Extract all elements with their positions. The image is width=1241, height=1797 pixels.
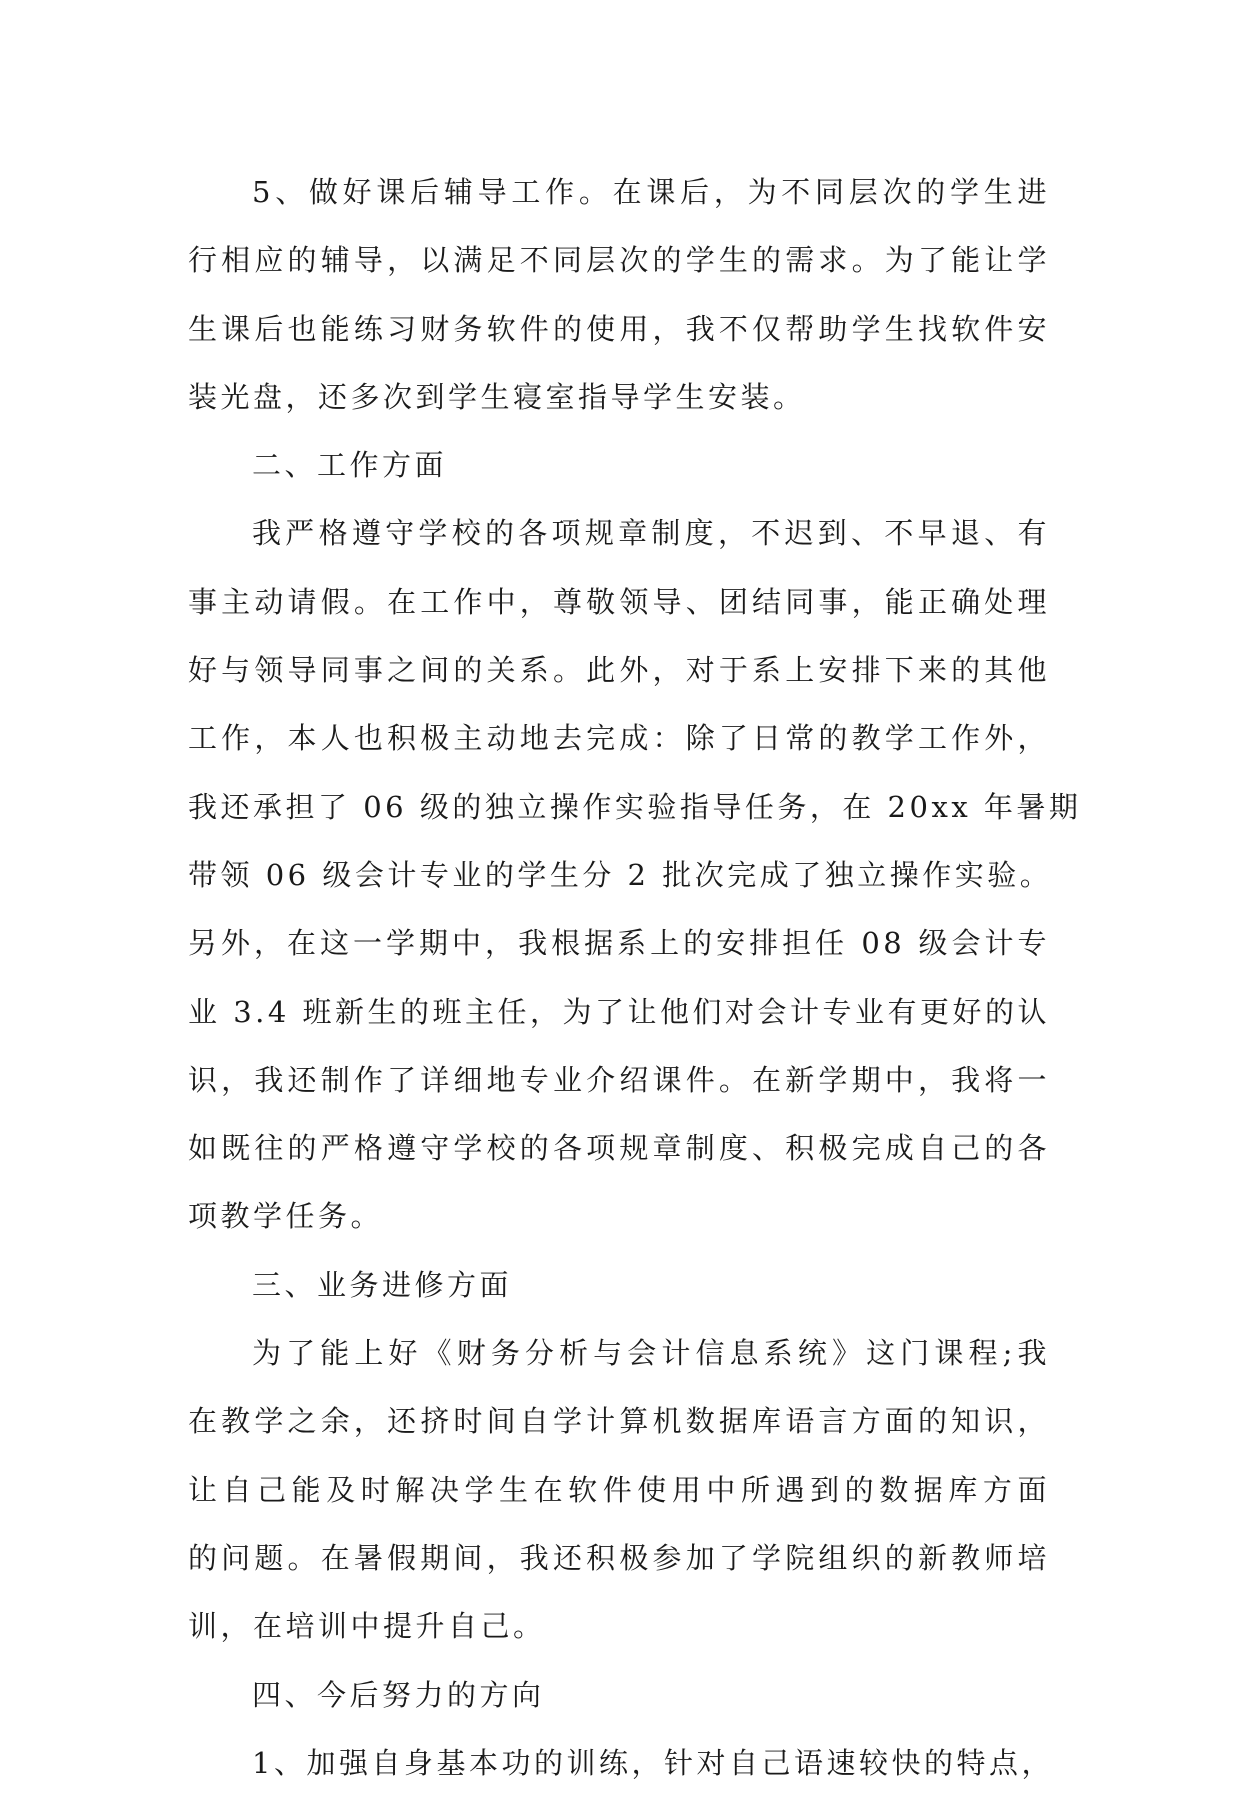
paragraph-line: 5、做好课后辅导工作。在课后，为不同层次的学生进 [252, 175, 1050, 209]
paragraph-line: 1、加强自身基本功的训练，针对自己语速较快的特点， [252, 1745, 1054, 1780]
paragraph-line: 我严格遵守学校的各项规章制度，不迟到、不早退、有 [252, 516, 1050, 551]
paragraph-line: 项教学任务。 [188, 1199, 384, 1234]
section-heading: 二、工作方面 [252, 448, 448, 483]
paragraph-line: 另外，在这一学期中，我根据系上的安排担任 08 级会计专 [188, 926, 1050, 961]
paragraph-line: 在教学之余，还挤时间自学计算机数据库语言方面的知识， [188, 1404, 1050, 1439]
paragraph-line: 如既往的严格遵守学校的各项规章制度、积极完成自己的各 [188, 1131, 1050, 1166]
section-heading: 三、业务进修方面 [252, 1267, 513, 1302]
paragraph-line: 事主动请假。在工作中，尊敬领导、团结同事，能正确处理 [188, 584, 1050, 619]
paragraph-line: 行相应的辅导，以满足不同层次的学生的需求。为了能让学 [188, 243, 1050, 278]
paragraph-line: 让自己能及时解决学生在软件使用中所遇到的数据库方面 [188, 1472, 1050, 1507]
paragraph-line: 识，我还制作了详细地专业介绍课件。在新学期中，我将一 [188, 1062, 1050, 1097]
paragraph-line: 训，在培训中提升自己。 [188, 1609, 546, 1644]
document-body [188, 158, 1082, 1797]
paragraph-line: 工作，本人也积极主动地去完成：除了日常的教学工作外， [188, 721, 1050, 756]
paragraph-line: 为了能上好《财务分析与会计信息系统》这门课程;我 [252, 1336, 1050, 1371]
paragraph-line: 好与领导同事之间的关系。此外，对于系上安排下来的其他 [188, 653, 1050, 688]
paragraph-line: 的问题。在暑假期间，我还积极参加了学院组织的新教师培 [188, 1540, 1050, 1575]
paragraph-line: 业 3.4 班新生的班主任，为了让他们对会计专业有更好的认 [188, 994, 1051, 1029]
paragraph-line: 装光盘，还多次到学生寝室指导学生安装。 [188, 379, 806, 414]
paragraph-line: 生课后也能练习财务软件的使用，我不仅帮助学生找软件安 [188, 311, 1050, 346]
section-heading: 四、今后努力的方向 [252, 1677, 545, 1712]
paragraph-line: 我还承担了 06 级的独立操作实验指导任务，在 20xx 年暑期 [188, 789, 1082, 824]
paragraph-line: 带领 06 级会计专业的学生分 2 批次完成了独立操作实验。 [188, 857, 1053, 892]
